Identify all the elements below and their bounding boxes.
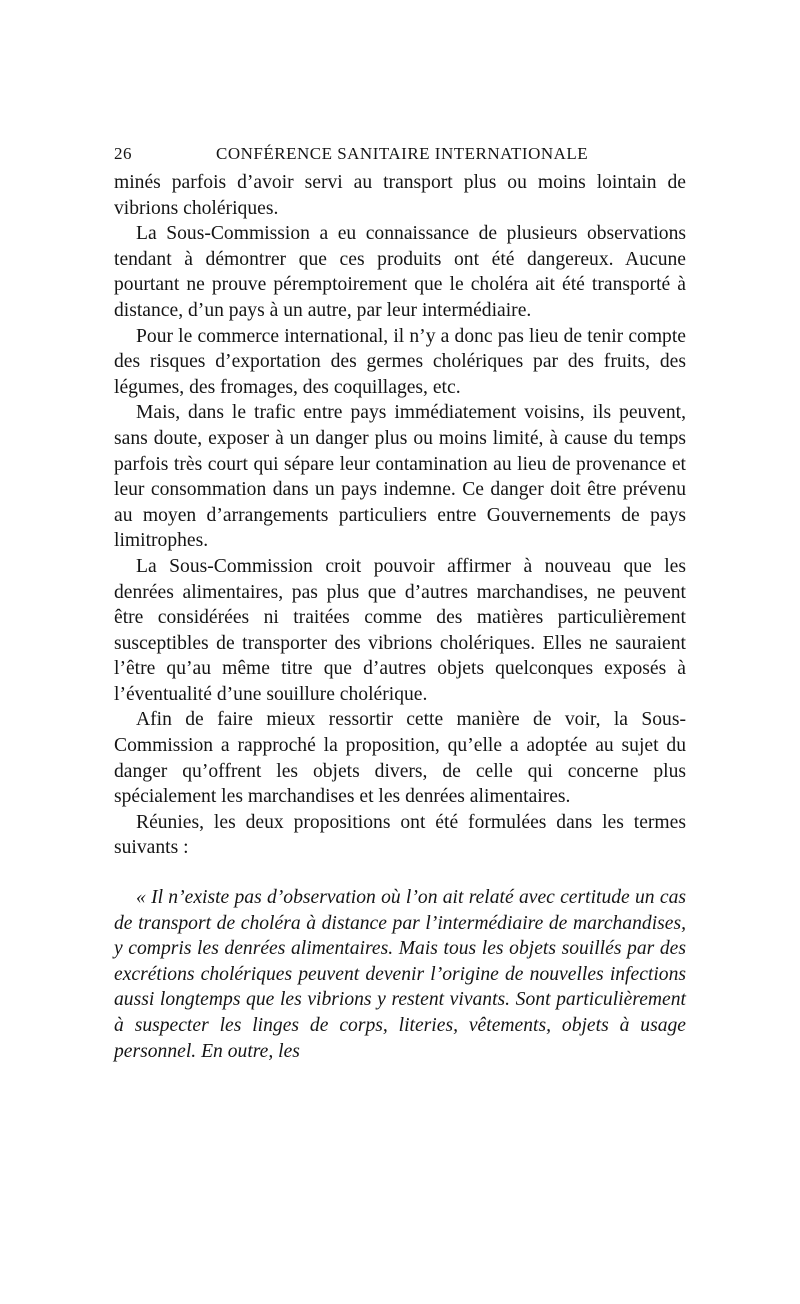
paragraph-7: Réunies, les deux propositions ont été formulées dans les termes suivants : [114, 811, 686, 859]
page-header [114, 140, 686, 170]
paragraph-1: minés parfois d’avoir servi au transport plus ou moins lointain de vibrions cholériques. [114, 172, 686, 219]
page-number: 26 [114, 144, 132, 163]
document-page [114, 140, 686, 1064]
quoted-proposition: « Il n’existe pas d’observation où l’on ait relaté avec certitude un cas de transport de choléra à distance par l’intermédiaire de marchandises, y compris les denrées alimentaires. Mais tous les objets souillés par des excrétions cholériques peuvent devenir l’origine de nouvelles infections aussi longtemps que les vibrions y restent vivants. Sont particulièrement à suspecter les linges de corps, literies, vêtements, objets à usage personnel. En outre, les [114, 887, 686, 1062]
paragraph-2: La Sous-Commission a eu connaissance de plusieurs observations tendant à démontrer que ces produits ont été dangereux. Aucune pourtant ne prouve péremptoirement que le choléra ait été transporté à distance, d’un pays à un autre, par leur intermédiaire. [114, 223, 686, 321]
paragraph-6: Afin de faire mieux ressortir cette manière de voir, la Sous-Commission a rapproché la proposition, qu’elle a adoptée au sujet du danger qu’offrent les objets divers, de celle qui concerne plus spécialement les marchandises et les denrées alimentaires. [114, 709, 686, 808]
paragraph-4: Mais, dans le trafic entre pays immédiatement voisins, ils peuvent, sans doute, exposer à un danger plus ou moins limité, à cause du temps parfois très court qui sépare leur contamination au lieu de provenance et leur consommation dans un pays indemne. Ce danger doit être prévenu au moyen d’arrangements particuliers entre Gouvernements de pays limitrophes. [114, 402, 686, 552]
paragraph-3: Pour le commerce international, il n’y a donc pas lieu de tenir compte des risques d’exportation des germes cholériques par des fruits, des légumes, des fromages, des coquillages, etc. [114, 325, 686, 398]
paragraph-5: La Sous-Commission croit pouvoir affirmer à nouveau que les denrées alimentaires, pas plus que d’autres marchandises, ne peuvent être considérées ni traitées comme des matières particulièrement susceptibles de transporter des vibrions cholériques. Elles ne sauraient l’être qu’au même titre que d’autres objets quelconques exposés à l’éventualité d’une souillure cholérique. [114, 555, 686, 705]
body-text [114, 170, 686, 861]
running-title: CONFÉRENCE SANITAIRE INTERNATIONALE [216, 144, 589, 163]
